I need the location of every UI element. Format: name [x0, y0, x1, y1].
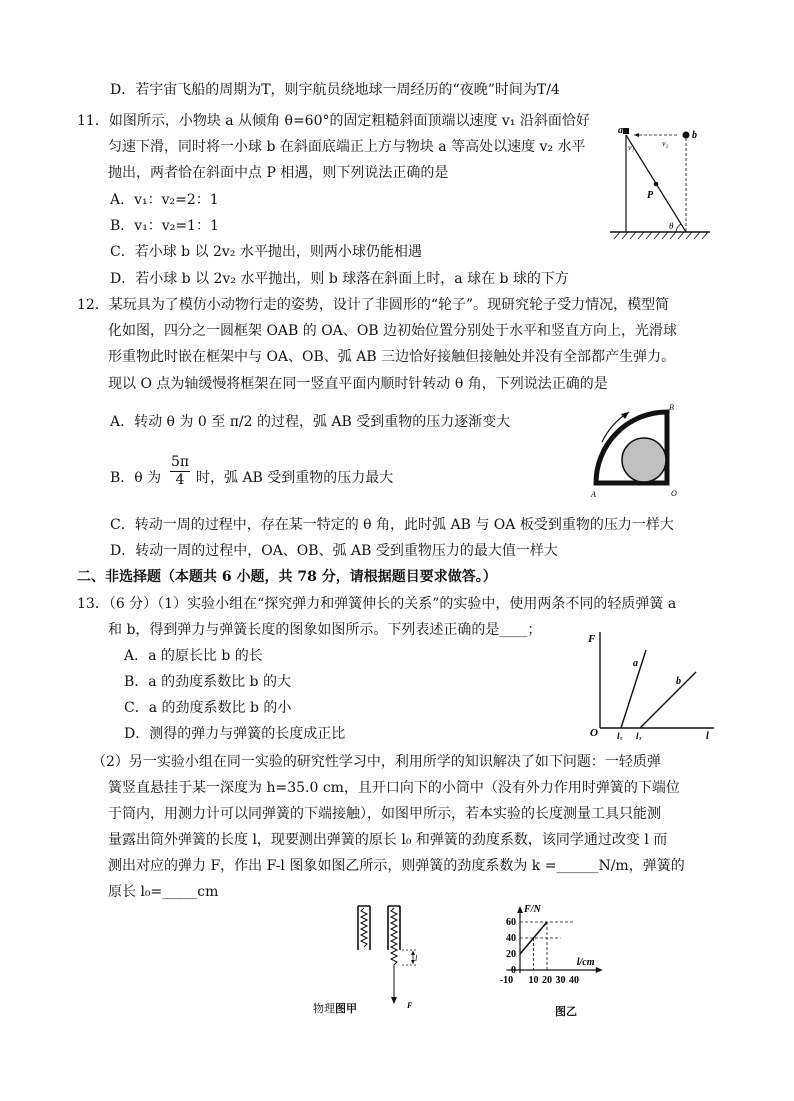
line-b: [640, 672, 696, 728]
x-tick-label: 40: [569, 975, 579, 986]
q12-option-a: A．转动 θ 为 0 至 π/2 的过程，弧 AB 受到重物的压力逐渐变大: [110, 414, 511, 430]
y-tick-label: 0: [511, 965, 516, 976]
label-v1: v₁: [628, 143, 635, 152]
caption-jia: [313, 1000, 357, 1016]
y-axis-label: F/N: [524, 904, 541, 915]
q11-option-a: A．v₁：v₂=2：1: [110, 192, 219, 208]
label-a: A: [591, 490, 596, 499]
q13-option-c: C．a 的劲度系数比 b 的小: [124, 700, 292, 716]
fraction-numerator: 5π: [170, 454, 190, 470]
q11-option-c: C．若小球 b 以 2v₂ 水平抛出，则两小球仍能相遇: [110, 244, 422, 260]
q12-stem-line1: 12．某玩具为了模仿小动物行走的姿势，设计了非圆形的“轮子”。现研究轮子受力情况，模型简: [77, 297, 670, 313]
q13-option-a: A．a 的原长比 b 的长: [124, 648, 263, 664]
label-l1: l₁: [617, 731, 623, 740]
q13-part2-line3: 于筒内，用测力计可以同弹簧的下端接触），如图甲所示，若本实验的长度测量工具只能测: [108, 806, 661, 822]
figure-jia-springs: [348, 904, 430, 1014]
label-origin: O: [590, 727, 598, 739]
x-axis-arrowhead: [596, 967, 603, 973]
heavy-ball: [622, 438, 666, 482]
caption-yi-label: 图乙: [555, 1005, 577, 1018]
q12-stem-line2: 化如图，四分之一圆框架 OAB 的 OA、OB 边初始位置分别处于水平和竖直方向上，光滑球: [108, 323, 678, 339]
section-heading-nonchoice: 二、非选择题（本题共 6 小题，共 78 分，请根据题目要求做答。）: [77, 569, 497, 585]
q11-option-b: B．v₁：v₂=1：1: [110, 218, 219, 234]
q11-option-d: D．若小球 b 以 2v₂ 水平抛出，则 b 球落在斜面上时，a 球在 b 球的下方: [110, 271, 569, 287]
q10-option-d: D．若宇宙飞船的周期为T，则宇航员绕地球一周经历的“夜晚”时间为T/4: [110, 82, 560, 98]
right-spring: [391, 908, 397, 965]
q13-stem-line2: 和 b，得到弹力与弹簧长度的图象如图所示。下列表述正确的是____；: [108, 622, 542, 638]
label-l: l: [415, 954, 418, 963]
x-tick-label: -10: [499, 975, 514, 986]
q11-stem-line1: 11．如图所示，小物块 a 从倾角 θ=60°的固定粗糙斜面顶端以速度 v₁ 沿斜面恰好: [77, 113, 590, 129]
label-b: b: [676, 676, 681, 687]
caption-prefix: 物理: [313, 1002, 335, 1015]
x-tick-label: 20: [542, 975, 552, 986]
fraction-denominator: 4: [170, 471, 190, 489]
label-v2: v₂: [662, 139, 669, 148]
caption-jia-label: 图甲: [335, 1002, 357, 1015]
y-tick-label: 40: [506, 933, 516, 944]
q13-part2-line5: 测出对应的弹力 F，作出 F-l 图象如图乙所示，则弹簧的劲度系数为 k =______N/m，弹簧的: [108, 858, 685, 874]
force-arrowhead: [391, 997, 397, 1004]
q12-stem-line4: 现以 O 点为轴缓慢将框架在同一竖直平面内顺时针转动 θ 角，下列说法正确的是: [108, 376, 608, 392]
caption-yi: [555, 1003, 577, 1019]
q13-part2-line1: （2）另一实验小组在同一实验的研究性学习中，利用所学的知识解决了如下问题：一轻质弹: [92, 754, 661, 770]
rotation-arrowhead: [621, 412, 629, 419]
label-f: F: [407, 1001, 413, 1010]
x-tick-label: 30: [555, 975, 566, 986]
label-theta: θ: [669, 221, 674, 231]
figure-yi-fl-chart: [480, 900, 630, 1000]
y-tick-label: 20: [506, 949, 516, 960]
label-f: F: [588, 633, 596, 645]
left-spring: [361, 908, 367, 947]
x-tick-label: 10: [528, 975, 539, 986]
label-b: B: [669, 403, 674, 412]
label-b: b: [692, 130, 697, 141]
x-axis-label: l/cm: [576, 957, 595, 968]
point-p: [654, 182, 659, 187]
q13-option-d: D．测得的弹力与弹簧的长度成正比: [124, 726, 346, 742]
v2-arrowhead: [634, 133, 639, 137]
figure-q12-quarter-frame: [585, 400, 695, 504]
label-l2: l₂: [636, 731, 642, 740]
y-axis-arrowhead: [517, 906, 523, 913]
label-l: l: [706, 731, 709, 740]
label-a: a: [633, 658, 638, 669]
q11-stem-line2: 匀速下滑，同时将一小球 b 在斜面底端正上方与物块 a 等高处以速度 v₂ 水平: [108, 139, 586, 155]
q12-stem-line3: 形重物此时嵌在框架中与 OA、OB、弧 AB 三边恰好接触但接触处并没有全部都产生弹力。: [108, 349, 676, 365]
q13-stem-line1: 13．（6 分）（1）实验小组在“探究弹力和弹簧伸长的关系”的实验中，使用两条不同的轻质弹簧 a: [77, 596, 677, 612]
q13-part2-line4: 量露出筒外弹簧的长度 l，现要测出弹簧的原长 l₀ 和弹簧的劲度系数，该同学通过改变 l 而: [108, 832, 668, 848]
ball-b: [683, 132, 690, 139]
label-p: P: [647, 190, 654, 201]
angle-arc: [676, 224, 681, 232]
q12-option-b-prefix: B．θ 为: [110, 470, 162, 486]
q12-option-c: C．转动一周的过程中，存在某一特定的 θ 角，此时弧 AB 与 OA 板受到重物的压力一样大: [110, 517, 674, 533]
q12-option-d: D．转动一周的过程中，OA、OB、弧 AB 受到重物压力的最大值一样大: [110, 543, 558, 559]
figure-q13-force-length-graph: [588, 628, 718, 740]
label-a: a: [618, 125, 623, 136]
figure-q11-incline: [610, 118, 714, 240]
q13-part2-line6: 原长 l₀=_____cm: [108, 884, 219, 900]
q12-fraction: [170, 454, 190, 489]
q12-option-b-suffix: 时，弧 AB 受到重物的压力最大: [196, 470, 394, 486]
block-a: [623, 128, 629, 134]
q13-option-b: B．a 的劲度系数比 b 的大: [124, 674, 291, 690]
y-tick-label: 60: [506, 917, 516, 928]
ground-hatching: [614, 232, 708, 239]
q13-part2-line2: 簧竖直悬挂于某一深度为 h=35.0 cm，且开口向下的小筒中（没有外力作用时弹簧的下端位: [108, 780, 680, 796]
label-o: O: [671, 489, 677, 498]
q11-stem-line3: 抛出，两者恰在斜面中点 P 相遇，则下列说法正确的是: [108, 165, 449, 181]
